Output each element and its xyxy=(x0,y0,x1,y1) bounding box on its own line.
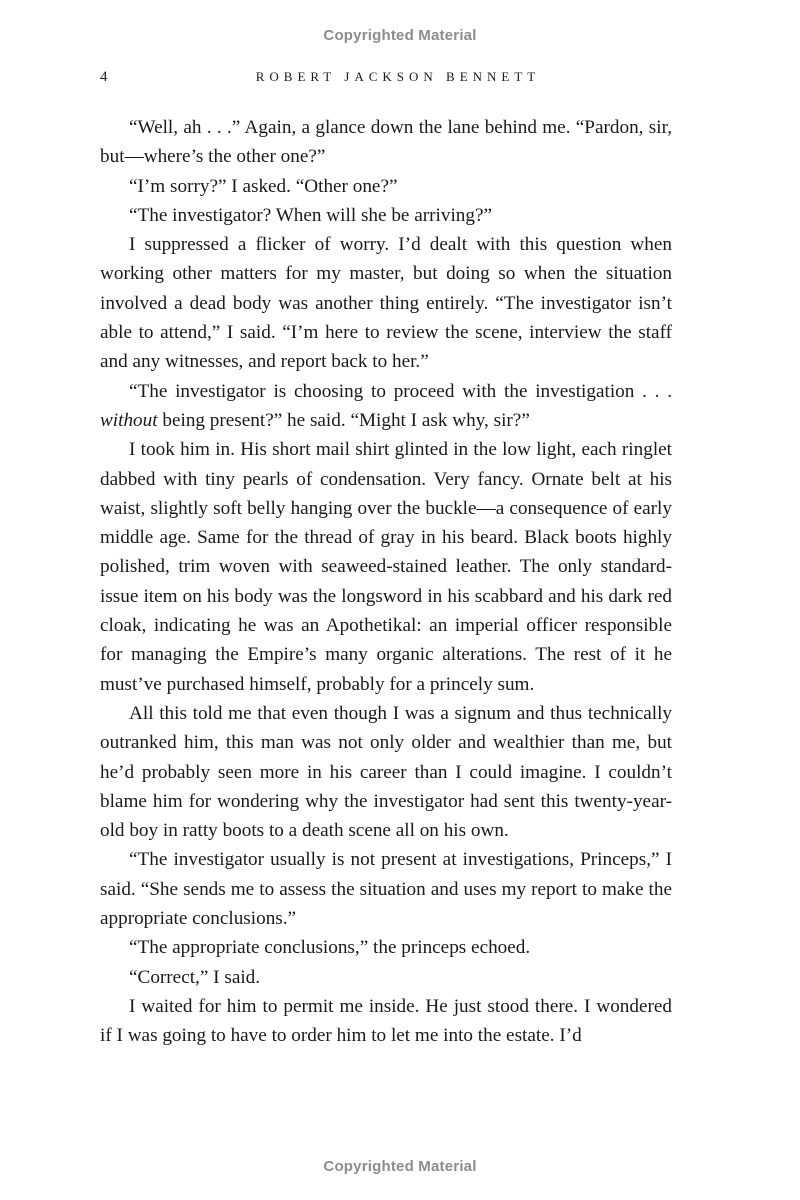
paragraph: I waited for him to permit me inside. He just stood there. I wondered if I was going to have to order him to let me into the estate. I’d xyxy=(100,995,672,1047)
paragraph-text: being present?” he said. “Might I ask why, sir?” xyxy=(157,409,530,431)
paragraph: “The investigator usually is not present at investigations, Princeps,” I said. “She sends me to assess the situation and uses my report to make the appropriate conclusions.” xyxy=(100,849,672,930)
emphasis-text: without xyxy=(100,409,158,431)
running-head xyxy=(100,69,674,91)
paragraph: “The appropriate conclusions,” the princeps echoed. xyxy=(129,937,531,959)
paragraph: “I’m sorry?” I asked. “Other one?” xyxy=(129,175,398,197)
paragraph: I suppressed a flicker of worry. I’d dealt with this question when working other matters for my master, but doing so when the situation involved a dead body was another thing entirely. “The investigator isn’t able to attend,” I said. “I’m here to review the scene, interview the staff and any witnesses, and report back to her.” xyxy=(100,234,672,373)
running-head-author: ROBERT JACKSON BENNETT xyxy=(255,69,541,84)
copyright-watermark-top: Copyrighted Material xyxy=(323,27,477,44)
paragraph: All this told me that even though I was a signum and thus technically outranked him, this man was not only older and wealthier than me, but he’d probably seen more in his career than I could imagine. I couldn’t blame him for wondering why the investigator had sent this twenty-year-old boy in ratty boots to a death scene all on his own. xyxy=(100,702,672,842)
paragraph: “Correct,” I said. xyxy=(129,966,261,988)
paragraph xyxy=(100,377,672,436)
paragraph: “Well, ah . . .” Again, a glance down the lane behind me. “Pardon, sir, but—where’s the other one?” xyxy=(100,117,672,168)
paragraph-text: “The investigator is choosing to proceed with the investigation . . . xyxy=(129,380,672,402)
paragraph: I took him in. His short mail shirt glinted in the low light, each ringlet dabbed with tiny pearls of condensation. Very fancy. Ornate belt at his waist, slightly soft belly hanging over the buckle—a consequence of early middle age. Same for the thread of gray in his beard. Black boots highly polished, trim woven with seaweed-stained leather. The only standard-issue item on his body was the longsword in his scabbard and his dark red cloak, indicating he was an Apothetikal: an imperial officer responsible for managing the Empire’s many organic alterations. The rest of it he must’ve purchased himself, probably for a princely sum. xyxy=(100,439,672,695)
body-text xyxy=(100,113,672,1051)
copyright-watermark-bottom: Copyrighted Material xyxy=(323,1158,477,1175)
page-number: 4 xyxy=(100,69,108,85)
paragraph: “The investigator? When will she be arriving?” xyxy=(129,204,493,226)
